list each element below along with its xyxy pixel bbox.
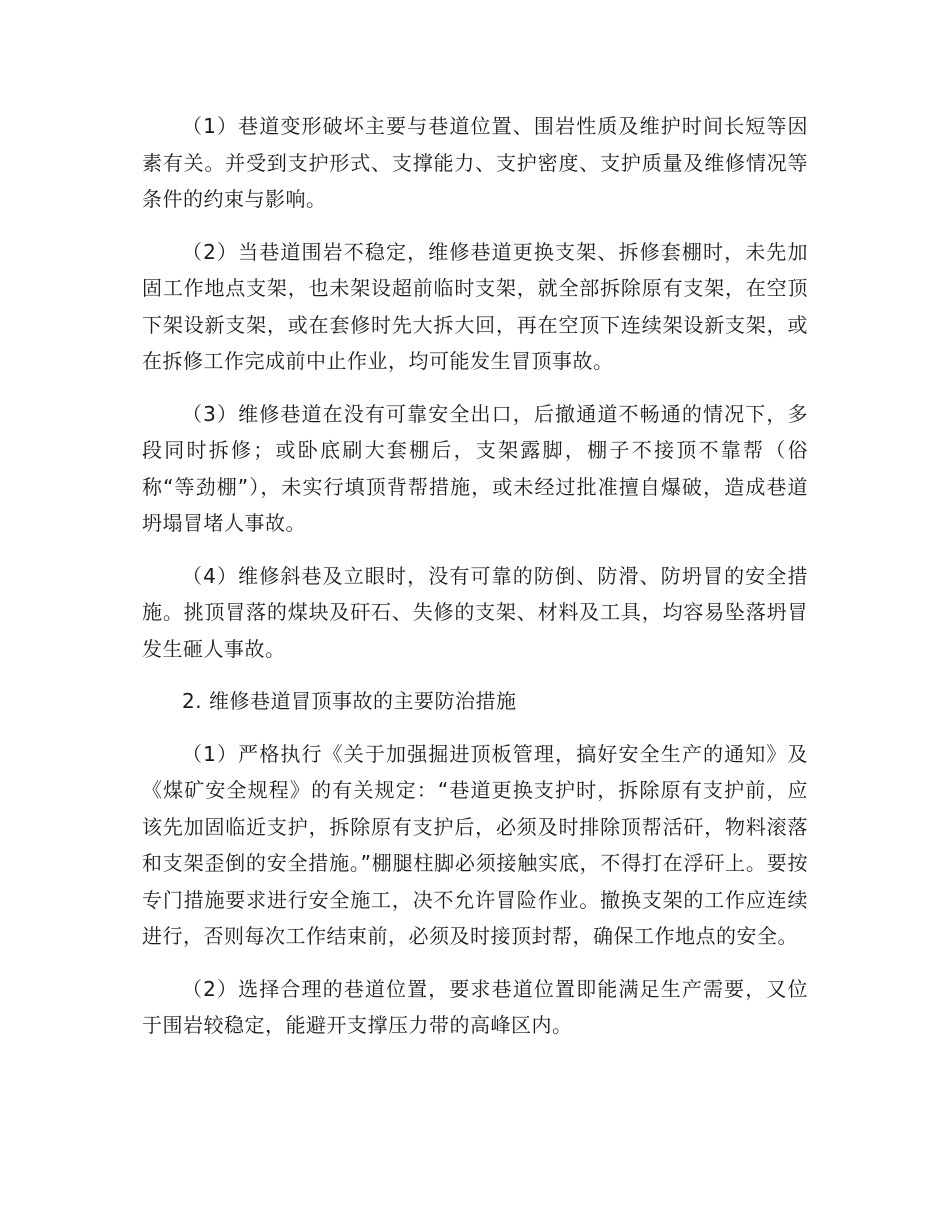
document-body: [142, 108, 808, 1060]
paragraph-measure-2: （2）选择合理的巷道位置，要求巷道位置即能满足生产需要，又位于围岩较稳定，能避开支撑压力带的高峰区内。: [142, 976, 808, 1037]
section-heading: 2. 维修巷道冒顶事故的主要防治措施: [182, 689, 517, 713]
paragraph-cause-1: （1）巷道变形破坏主要与巷道位置、围岩性质及维护时间长短等因素有关。并受到支护形式、支撑能力、支护密度、支护质量及维修情况等条件的约束与影响。: [142, 114, 808, 211]
paragraph-measure-1: （1）严格执行《关于加强掘进顶板管理，搞好安全生产的通知》及《煤矿安全规程》的有关规定：“巷道更换支护时，拆除原有支护前，应该先加固临近支护，拆除原有支护后，必须及时排除顶帮活矸，物料滚落和支架歪倒的安全措施。”棚腿柱脚必须接触实底，不得打在浮矸上。要按专门措施要求进行安全施工，决不允许冒险作业。撤换支架的工作应连续进行，否则每次工作结束前，必须及时接顶封帮，确保工作地点的安全。: [142, 741, 808, 948]
paragraph-cause-4: （4）维修斜巷及立眼时，没有可靠的防倒、防滑、防坍冒的安全措施。挑顶冒落的煤块及矸石、失修的支架、材料及工具，均容易坠落坍冒发生砸人事故。: [142, 563, 808, 661]
paragraph-cause-3: （3）维修巷道在没有可靠安全出口，后撤通道不畅通的情况下，多段同时拆修；或卧底刷大套棚后，支架露脚，棚子不接顶不靠帮（俗称“等劲棚”），未实行填顶背帮措施，或未经过批准擅自爆破，造成巷道坍塌冒堵人事故。: [142, 401, 808, 535]
paragraph-cause-2: （2）当巷道围岩不稳定，维修巷道更换支架、拆修套棚时，未先加固工作地点支架，也未架设超前临时支架，就全部拆除原有支架，在空顶下架设新支架，或在套修时先大拆大回，再在空顶下连续架设新支架，或在拆修工作完成前中止作业，均可能发生冒顶事故。: [142, 239, 808, 373]
